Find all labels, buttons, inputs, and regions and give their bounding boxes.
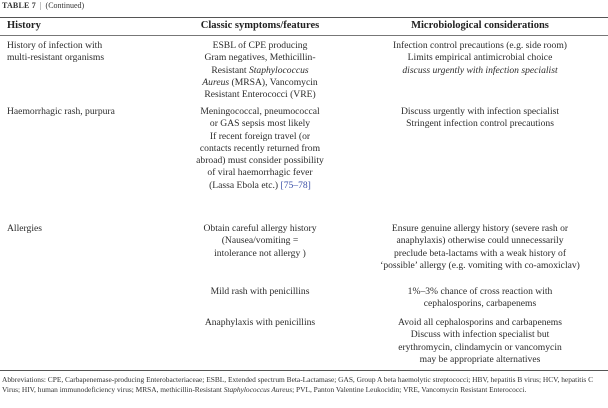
table-caption: [2, 1, 84, 10]
text-line: erythromycin, clindamycin or vancomycin: [398, 341, 562, 353]
text-line: Resistant Enterococci (VRE): [204, 89, 316, 101]
text-line: History of infection with: [7, 40, 103, 51]
italic-text: discuss urgently with infection specialist: [402, 64, 558, 76]
top-rule: [0, 17, 608, 18]
row-5-micro: [352, 317, 608, 366]
bottom-rule: [0, 370, 608, 371]
row-2-micro: [352, 106, 608, 131]
row-4-symptoms: [160, 286, 360, 298]
text-line: Anaphylaxis with penicillins: [204, 317, 316, 328]
text-line: Infection control precautions (e.g. side room): [393, 40, 567, 51]
text-line: contacts recently returned from: [199, 142, 321, 154]
footnote-text: Abbreviations: CPE, Carbapenemase-producing Enterobacteriaceae; ESBL, Extended spectrum Beta-Lactamase; GAS, Group A beta haemolytic streptococci; HBV, hepatitis B virus; HCV, hepatitis C Virus; HIV, human immunodeficiency virus; MRSA, methicillin-Resistant: [2, 375, 594, 395]
header-micro: Microbiological considerations: [411, 20, 549, 31]
text-line: ESBL of CPE producing: [212, 40, 308, 51]
text-line: 1%–3% chance of cross reaction with: [407, 286, 553, 297]
header-history: History: [7, 20, 41, 31]
row-2-symptoms: [160, 106, 360, 192]
text-line: Obtain careful allergy history: [203, 223, 317, 234]
text-line: Meningococcal, pneumococcal: [200, 106, 320, 117]
row-3-symptoms: [160, 223, 360, 260]
text-line: Gram negatives, Methicillin-: [204, 52, 316, 64]
text-line: preclude beta-lactams with a weak history of: [393, 247, 567, 259]
row-3-history: [7, 223, 177, 235]
italic-term: Staphylococcus: [248, 64, 309, 76]
text-line: may be appropriate alternatives: [419, 353, 541, 365]
italic-term: Staphylococcus Aureus: [223, 385, 293, 395]
row-1-symptoms: [160, 40, 360, 101]
header-rule: [0, 35, 608, 36]
text-line: Resistant: [211, 64, 249, 76]
citation-link[interactable]: [75–78]: [280, 179, 311, 191]
text-line: Limits empirical antimicrobial choice: [407, 52, 553, 64]
caption-separator: |: [39, 1, 42, 10]
text-line: Mild rash with penicillins: [210, 286, 310, 297]
footnote-text: ; PVL, Panton Valentine Leukocidin; VRE, Vancomycin Resistant Enterococci.: [292, 385, 527, 395]
row-5-symptoms: [160, 317, 360, 329]
row-4-micro: [352, 286, 608, 311]
text-line: Discuss with infection specialist but: [410, 329, 550, 341]
row-3-micro: [352, 223, 608, 272]
text-line: multi-resistant organisms: [7, 52, 105, 64]
abbreviations-footnote: [2, 375, 606, 395]
text-line: ‘possible’ allergy (e.g. vomiting with co-amoxiclav): [380, 259, 580, 271]
text-line: abroad) must consider possibility: [196, 155, 324, 167]
text-line: Haemorrhagic rash, purpura: [7, 106, 115, 117]
row-2-history: [7, 106, 177, 118]
text-line: intolerance not allergy ): [214, 247, 306, 259]
text-line: anaphylaxis) otherwise could unnecessarily: [396, 235, 564, 247]
text-line: (MRSA), Vancomycin: [229, 76, 318, 88]
text-line: or GAS sepsis most likely: [209, 118, 311, 130]
row-1-micro: [352, 40, 608, 77]
table-label: TABLE 7: [2, 1, 36, 10]
text-line: Ensure genuine allergy history (severe rash or: [391, 223, 569, 234]
caption-text: (Continued): [45, 1, 85, 10]
text-line: of viral haemorrhagic fever: [207, 167, 313, 179]
text-line: Stringent infection control precautions: [406, 118, 554, 130]
text-line: Discuss urgently with infection specialist: [400, 106, 560, 117]
header-symptoms: Classic symptoms/features: [200, 20, 320, 31]
text-line: (Lassa Ebola etc.): [209, 179, 281, 191]
text-line: cephalosporins, carbapenems: [423, 298, 537, 310]
text-line: Allergies: [7, 223, 42, 234]
italic-term: Aureus: [202, 76, 230, 88]
text-line: (Nausea/vomiting =: [221, 235, 299, 247]
text-line: Avoid all cephalosporins and carbapenems: [398, 317, 562, 328]
row-1-history: [7, 40, 177, 65]
text-line: If recent foreign travel (or: [209, 130, 311, 142]
